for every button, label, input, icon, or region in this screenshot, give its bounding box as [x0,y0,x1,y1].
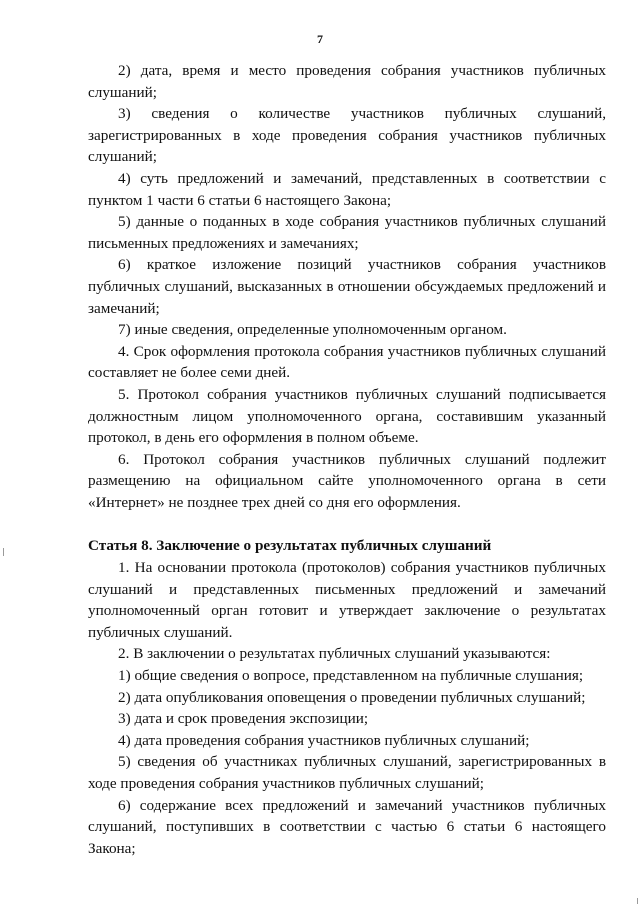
list-item: 5) данные о поданных в ходе собрания участников публичных слушаний письменных предложениях и замечаниях; [88,213,606,252]
list-item: 2) дата опубликования оповещения о проведении публичных слушаний; [118,688,586,706]
paragraph: 2. В заключении о результатах публичных слушаний указываются: [118,645,551,663]
scan-edge-mark [3,548,4,556]
page-number: 7 [317,32,323,46]
paragraph: 4. Срок оформления протокола собрания участников публичных слушаний составляет не более семи дней. [88,342,606,382]
article-heading: Статья 8. Заключение о результатах публичных слушаний [88,537,492,555]
list-item: 3) сведения о количестве участников публичных слушаний, зарегистрированных в ходе проведения собрания участников публичных слушаний; [88,105,606,166]
section-gap [88,513,606,535]
list-item: 7) иные сведения, определенные уполномоченным органом. [118,321,507,339]
document-body [88,60,606,859]
list-item: 4) суть предложений и замечаний, представленных в соответствии с пунктом 1 части 6 статьи 6 настоящего Закона; [88,169,606,209]
list-item: 6) содержание всех предложений и замечаний участников публичных слушаний, поступивших в соответствии с частью 6 статьи 6 настоящего Закона; [88,796,606,857]
list-item: 1) общие сведения о вопросе, представленном на публичные слушания; [118,667,584,685]
paragraph: 5. Протокол собрания участников публичных слушаний подписывается должностным лицом уполномоченного органа, составившим указанный протокол, в день его оформления в полном объеме. [88,385,606,447]
list-item: 4) дата проведения собрания участников публичных слушаний; [118,731,530,749]
list-item: 5) сведения об участниках публичных слушаний, зарегистрированных в ходе проведения собрания участников публичных слушаний; [88,753,606,792]
list-item: 2) дата, время и место проведения собрания участников публичных слушаний; [88,62,606,101]
scan-edge-mark [637,898,638,904]
list-item: 6) краткое изложение позиций участников собрания участников публичных слушаний, высказанных в отношении обсуждаемых предложений и замечаний; [88,256,606,317]
paragraph: 1. На основании протокола (протоколов) собрания участников публичных слушаний и представленных письменных предложений и замечаний уполномоченный орган готовит и утверждает заключение о результатах публичных слушаний. [88,559,606,641]
paragraph: 6. Протокол собрания участников публичных слушаний подлежит размещению на официальном сайте уполномоченного органа в сети «Интернет» не позднее трех дней со дня его оформления. [88,450,606,511]
list-item: 3) дата и срок проведения экспозиции; [118,710,369,728]
